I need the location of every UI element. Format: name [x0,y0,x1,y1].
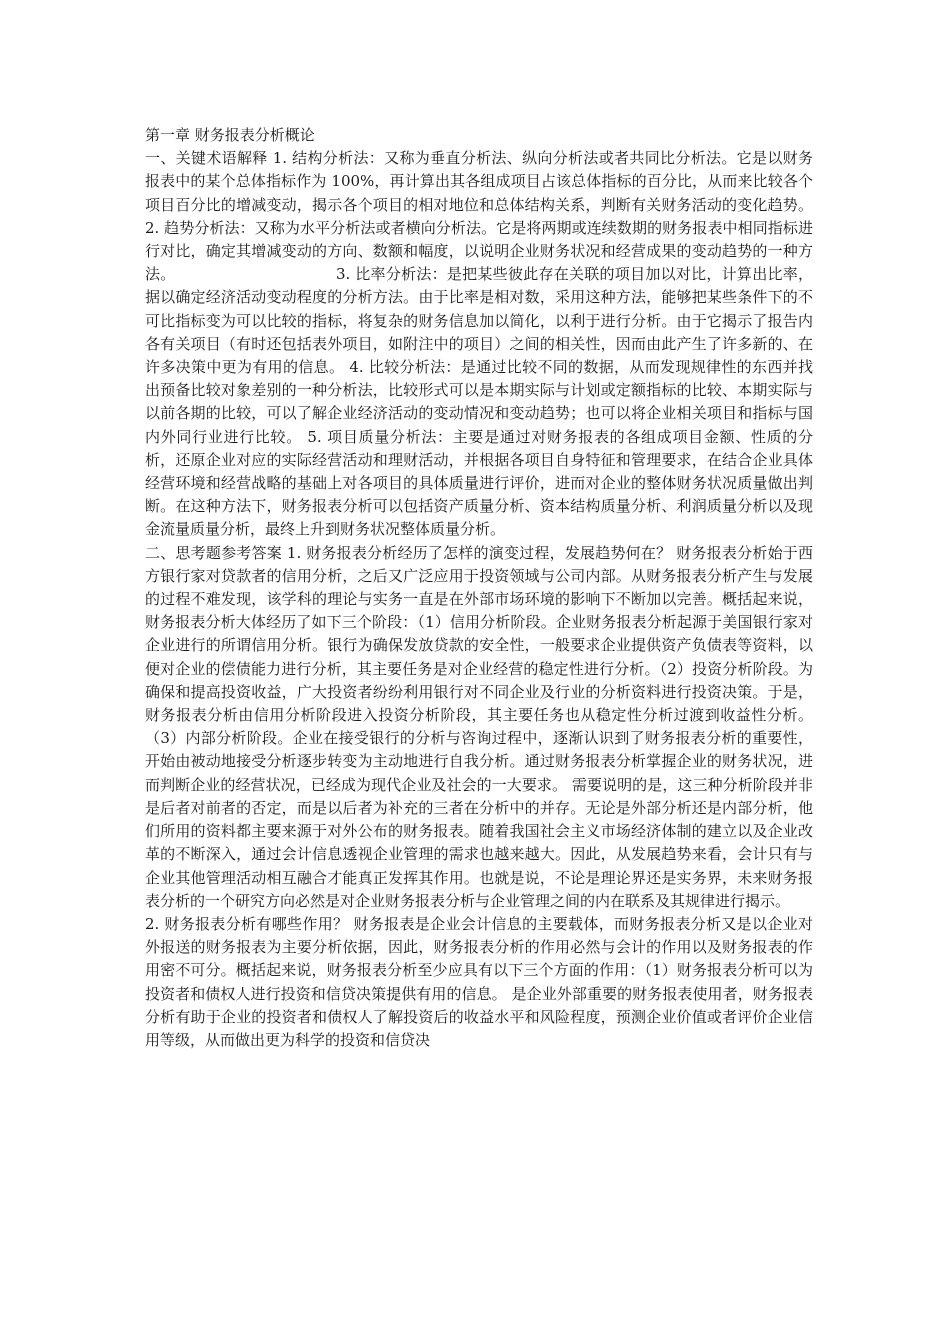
paragraph-question-1: 二、思考题参考答案 1. 财务报表分析经历了怎样的演变过程，发展趋势何在？ 财务报表分析始于西方银行家对贷款者的信用分析，之后又广泛应用于投资领域与公司内部。从财务报表分析产生与发展的过程不难发现，该学科的理论与实务一直是在外部市场环境的影响下不断加以完善。概括起来说，财务报表分析大体经历了如下三个阶段：（1）信用分析阶段。企业财务报表分析起源于美国银行家对企业进行的所谓信用分析。银行为确保发放贷款的安全性，一般要求企业提供资产负债表等资料，以便对企业的偿债能力进行分析，其主要任务是对企业经营的稳定性进行分析。（2）投资分析阶段。为确保和提高投资收益，广大投资者纷纷利用银行对不同企业及行业的分析资料进行投资决策。于是，财务报表分析由信用分析阶段进入投资分析阶段，其主要任务也从稳定性分析过渡到收益性分析。（3）内部分析阶段。企业在接受银行的分析与咨询过程中，逐渐认识到了财务报表分析的重要性，开始由被动地接受分析逐步转变为主动地进行自我分析。通过财务报表分析掌握企业的财务状况，进而判断企业的经营状况，已经成为现代企业及社会的一大要求。 需要说明的是，这三种分析阶段并非是后者对前者的否定，而是以后者为补充的三者在分析中的并存。无论是外部分析还是内部分析，他们所用的资料都主要来源于对外公布的财务报表。随着我国社会主义市场经济体制的建立以及企业改革的不断深入，通过会计信息透视企业管理的需求也越来越大。因此，从发展趋势来看，会计只有与企业其他管理活动相互融合才能真正发挥其作用。也就是说，不论是理论界还是实务界，未来财务报表分析的一个研究方向必然是对企业财务报表分析与企业管理之间的内在联系及其规律进行揭示。 [145,543,813,910]
paragraph-question-2: 2. 财务报表分析有哪些作用？ 财务报表是企业会计信息的主要载体，而财务报表分析又是以企业对外报送的财务报表为主要分析依据，因此，财务报表分析的作用必然与会计的作用以及财务报表的作用密不可分。概括起来说，财务报表分析至少应具有以下三个方面的作用：（1）财务报表分析可以为投资者和债权人进行投资和信贷决策提供有用的信息。 是企业外部重要的财务报表使用者，财务报表分析有助于企业的投资者和债权人了解投资后的收益水平和风险程度，预测企业价值或者评价企业信用等级，从而做出更为科学的投资和信贷决 [145,914,813,1049]
document-body [145,124,813,1052]
chapter-title: 第一章 财务报表分析概论 [145,126,315,144]
paragraph-key-terms: 一、关键术语解释 1. 结构分析法：又称为垂直分析法、纵向分析法或者共同比分析法。它是以财务报表中的某个总体指标作为 100%，再计算出其各组成项目占该总体指标的百分比，从而来比较各个项目百分比的增减变动，揭示各个项目的相对地位和总体结构关系，判断有关财务活动的变化趋势。 2. 趋势分析法：又称为水平分析法或者横向分析法。它是将两期或连续数期的财务报表中相同指标进行对比，确定其增减变动的方向、数额和幅度，以说明企业财务状况和经营成果的变动趋势的一种方法。 3. 比率分析法：是把某些彼此存在关联的项目加以对比，计算出比率，据以确定经济活动变动程度的分析方法。由于比率是相对数，采用这种方法，能够把某些条件下的不可比指标变为可以比较的指标，将复杂的财务信息加以简化，以利于进行分析。由于它揭示了报告内各有关项目（有时还包括表外项目，如附注中的项目）之间的相关性，因而由此产生了许多新的、在许多决策中更为有用的信息。 4. 比较分析法：是通过比较不同的数据，从而发现规律性的东西并找出预备比较对象差别的一种分析法，比较形式可以是本期实际与计划或定额指标的比较、本期实际与以前各期的比较，可以了解企业经济活动的变动情况和变动趋势；也可以将企业相关项目和指标与国内外同行业进行比较。 5. 项目质量分析法：主要是通过对财务报表的各组成项目金额、性质的分析，还原企业对应的实际经营活动和理财活动，并根据各项目自身特征和管理要求，在结合企业具体经营环境和经营战略的基础上对各项目的具体质量进行评价，进而对企业的整体财务状况质量做出判断。在这种方法下，财务报表分析可以包括资产质量分析、资本结构质量分析、利润质量分析以及现金流量质量分析，最终上升到财务状况整体质量分析。 [145,149,813,539]
